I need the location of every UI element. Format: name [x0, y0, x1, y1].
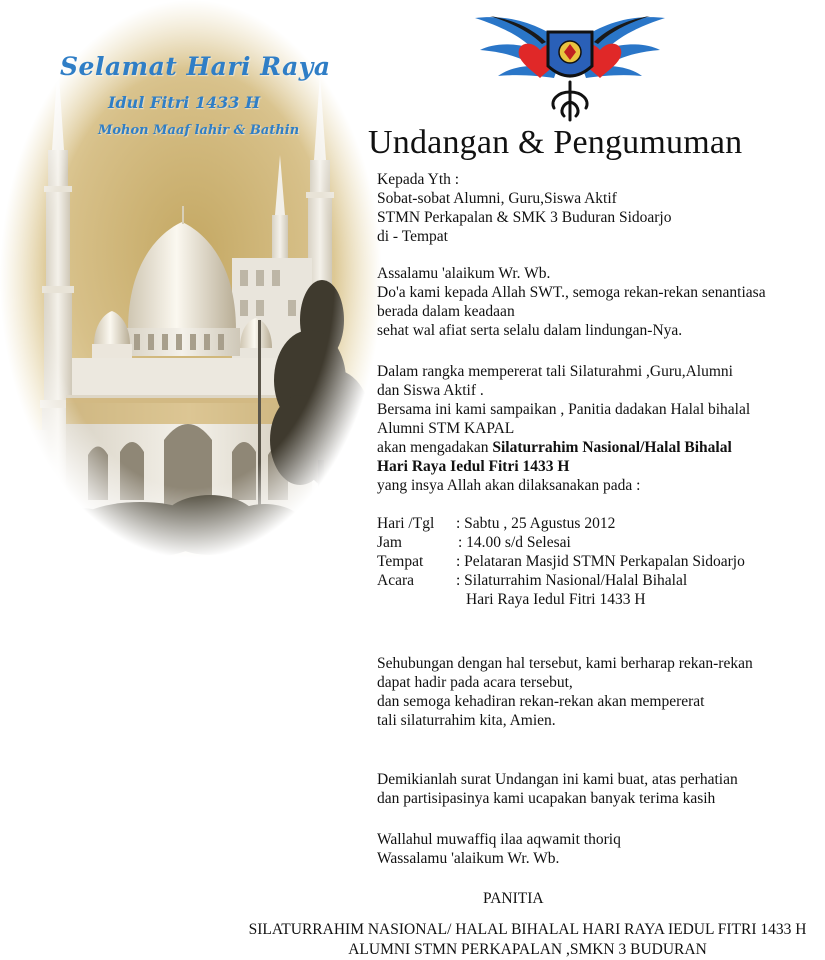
hope-line: Sehubungan dengan hal tersebut, kami berharap rekan-rekan	[377, 655, 753, 672]
context-line: Bersama ini kami sampaikan , Panitia dadakan Halal bihalal	[377, 401, 751, 418]
event-label: Jam	[377, 534, 402, 551]
event-value: : 14.00 s/d Selesai	[458, 534, 571, 551]
hope-line: dan semoga kehadiran rekan-rekan akan mempererat	[377, 693, 705, 710]
signoff-line: Wassalamu 'alaikum Wr. Wb.	[377, 850, 560, 867]
event-value: : Silaturrahim Nasional/Halal Bihalal	[456, 572, 688, 589]
committee-label: PANITIA	[483, 890, 544, 907]
footer-line: ALUMNI STMN PERKAPALAN ,SMKN 3 BUDURAN	[348, 941, 707, 958]
context-line: yang insya Allah akan dilaksanakan pada :	[377, 477, 641, 494]
opening-line: berada dalam keadaan	[377, 303, 515, 320]
greeting-subtitle: Idul Fitri 1433 H	[108, 93, 261, 112]
context-line: Dalam rangka mempererat tali Silaturahmi ,Guru,Alumni	[377, 363, 733, 380]
recipient-line: di - Tempat	[377, 228, 448, 245]
signoff-block	[377, 830, 621, 868]
closing-line: dan partisipasinya kami ucapakan banyak terima kasih	[377, 790, 716, 807]
document-title: Undangan & Pengumuman	[368, 124, 743, 161]
context-line	[377, 457, 750, 476]
opening-line: Do'a kami kepada Allah SWT., semoga rekan-rekan senantiasa	[377, 284, 766, 301]
recipient-line: STMN Perkapalan & SMK 3 Buduran Sidoarjo	[377, 209, 672, 226]
mosque-greeting-card	[0, 0, 382, 558]
greeting-wish: Mohon Maaf lahir & Bathin	[98, 123, 300, 138]
closing-paragraph	[377, 770, 738, 808]
hope-line: tali silaturrahim kita, Amien.	[377, 712, 556, 729]
footer-line: SILATURRAHIM NASIONAL/ HALAL BIHALAL HARI RAYA IEDUL FITRI 1433 H	[248, 921, 807, 938]
event-value: : Sabtu , 25 Agustus 2012	[456, 515, 616, 532]
opening-line: Assalamu 'alaikum Wr. Wb.	[377, 265, 551, 282]
context-paragraph	[377, 362, 750, 495]
footer-block	[230, 920, 825, 960]
event-value: : Pelataran Masjid STMN Perkapalan Sidoarjo	[456, 553, 745, 570]
event-label: Tempat	[377, 553, 424, 570]
context-text: akan mengadakan	[377, 439, 493, 456]
winged-heart-emblem-icon	[470, 4, 670, 124]
recipient-line: Kepada Yth :	[377, 171, 460, 188]
hope-line: dapat hadir pada acara tersebut,	[377, 674, 573, 691]
closing-line: Demikianlah surat Undangan ini kami buat, atas perhatian	[377, 771, 738, 788]
signoff-line: Wallahul muwaffiq ilaa aqwamit thoriq	[377, 831, 621, 848]
context-line	[377, 438, 750, 457]
event-name-bold: Hari Raya Iedul Fitri 1433 H	[377, 458, 570, 475]
event-value: Hari Raya Iedul Fitri 1433 H	[466, 591, 646, 608]
context-line: dan Siswa Aktif .	[377, 382, 484, 399]
greeting-title: Selamat Hari Raya	[60, 52, 331, 81]
mosque-illustration	[0, 0, 382, 558]
opening-paragraph	[377, 264, 766, 340]
opening-line: sehat wal afiat serta selalu dalam lindungan-Nya.	[377, 322, 683, 339]
hope-paragraph	[377, 654, 753, 730]
recipient-line: Sobat-sobat Alumni, Guru,Siswa Aktif	[377, 190, 617, 207]
recipient-block	[377, 170, 671, 246]
event-label: Hari /Tgl	[377, 515, 435, 532]
event-label: Acara	[377, 572, 414, 589]
context-line: Alumni STM KAPAL	[377, 420, 515, 437]
event-name-bold: Silaturrahim Nasional/Halal Bihalal	[492, 439, 732, 456]
